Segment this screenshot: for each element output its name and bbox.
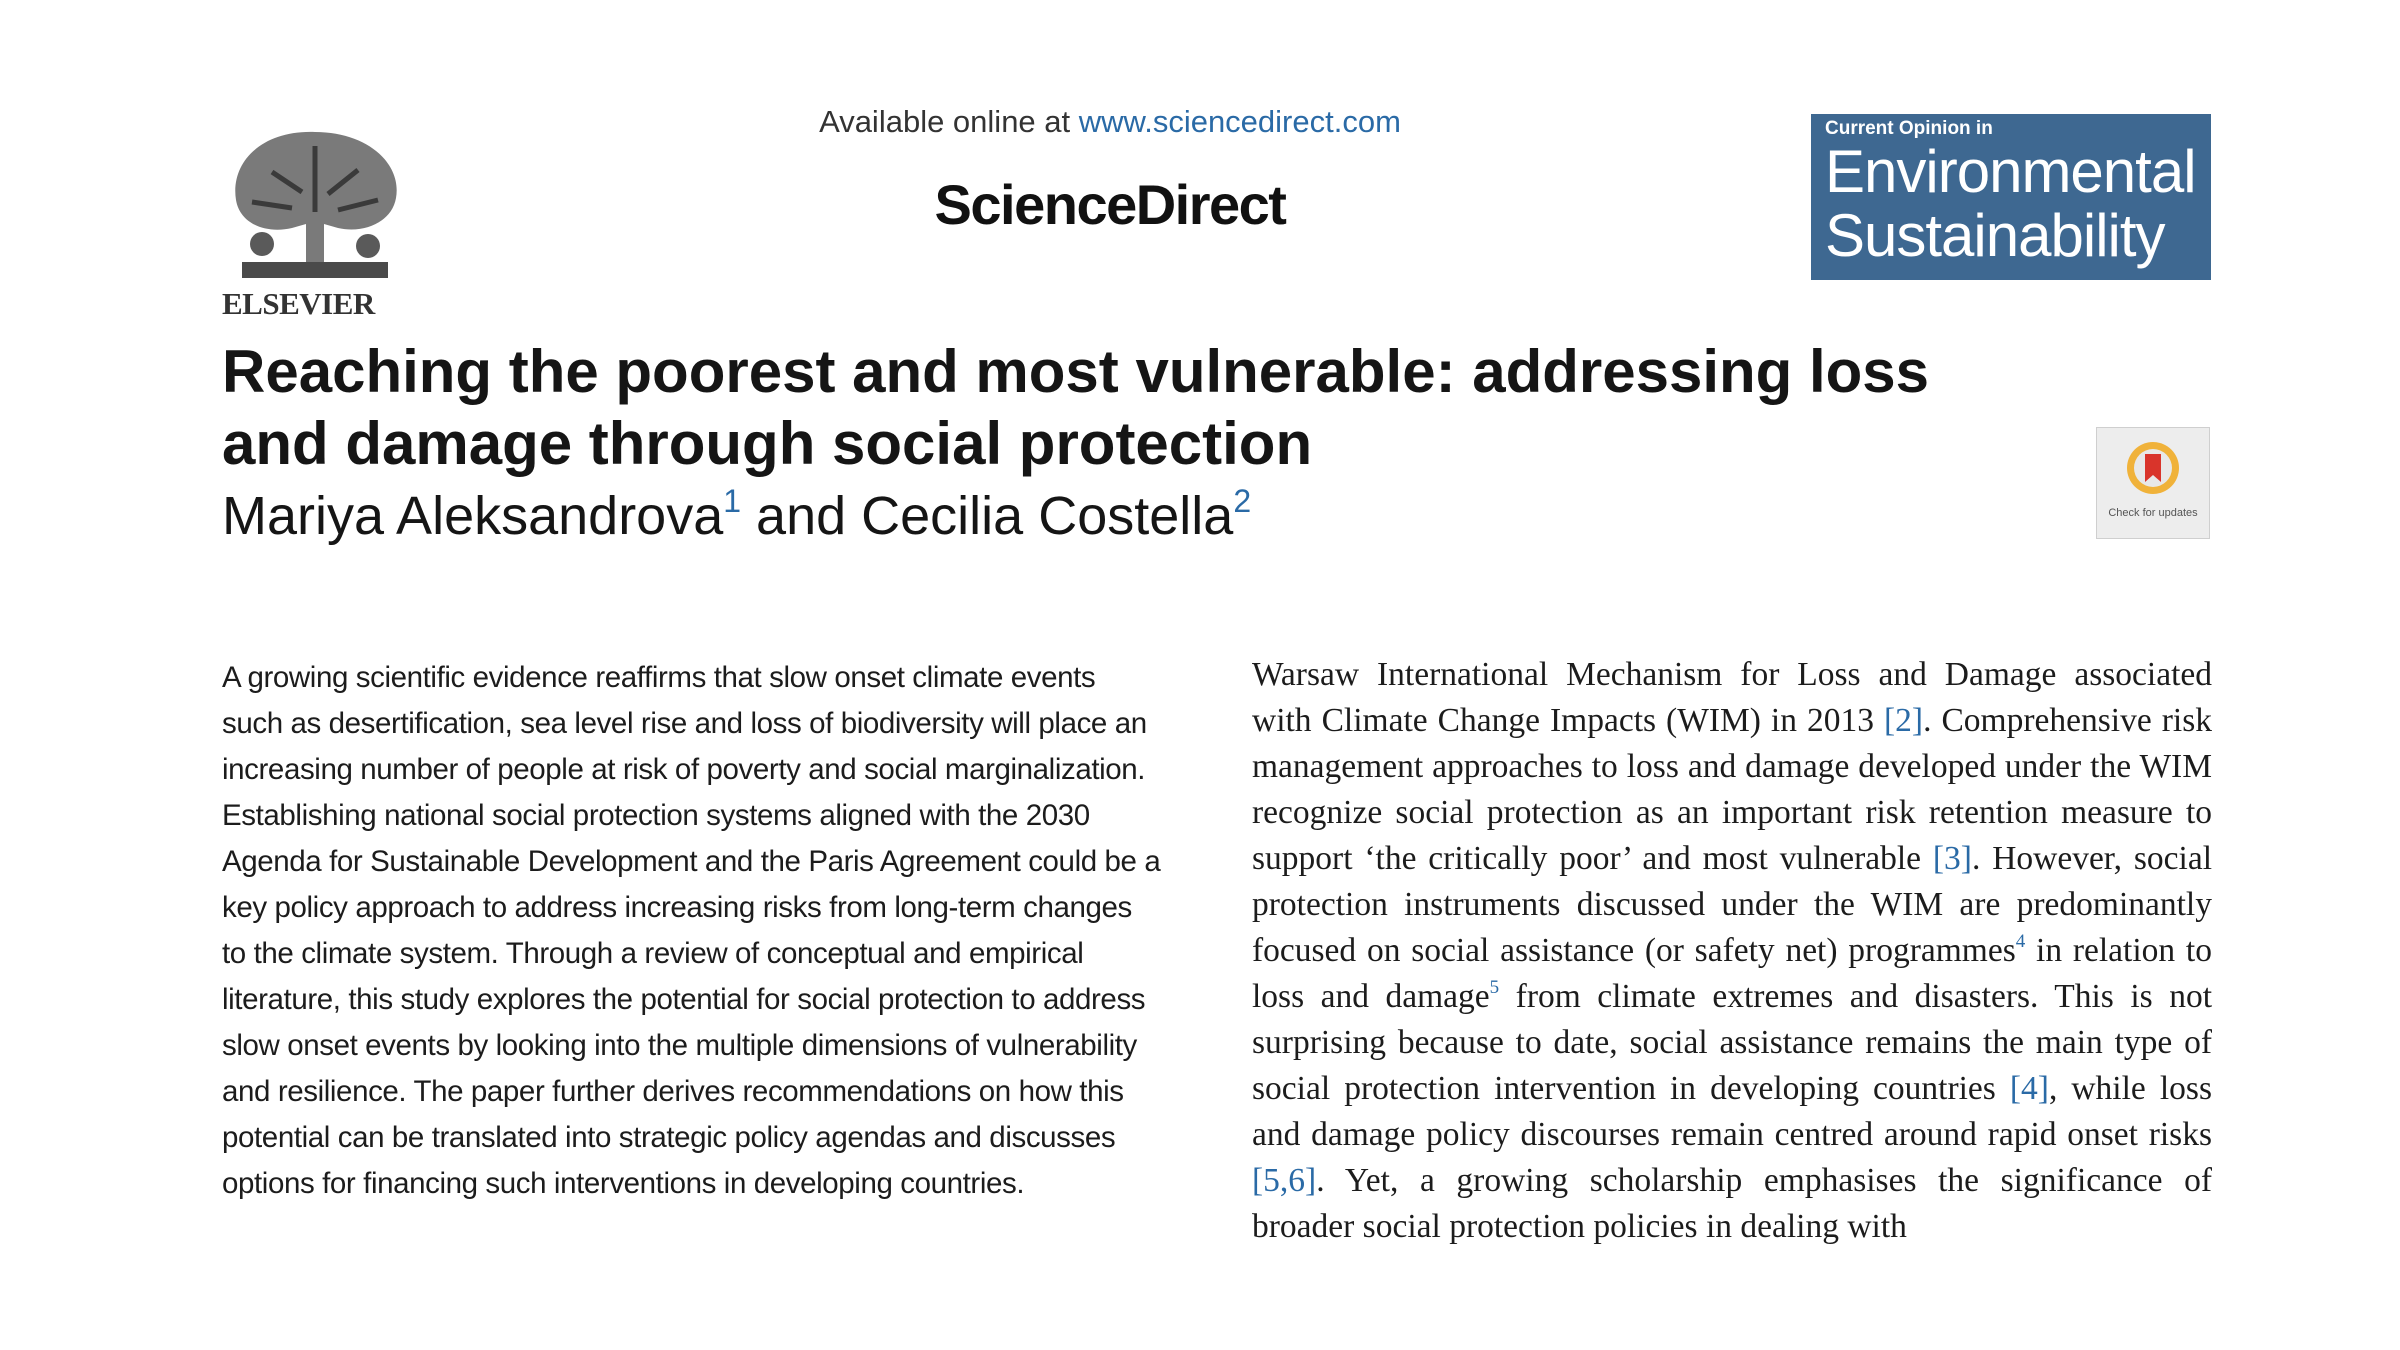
body-text-column xyxy=(1252,652,2212,1350)
tree-emblem-icon xyxy=(222,112,408,290)
abstract-text: A growing scientific evidence reaffirms that slow onset climate events such as desertification, sea level rise and loss of biodiversity will place an increasing number of people at risk of poverty and social marginalization. Establishing national social protection systems aligned with the 2030 Agenda for Sustainable Development and the Paris Agreement could be a key policy approach to address increasing risks from long-term changes to the climate system. Through a review of conceptual and empirical literature, this study explores the potential for social protection to address slow onset events by looking into the multiple dimensions of vulnerability and resilience. The paper further derives recommendations on how this potential can be translated into strategic policy agendas and discusses options for financing such interventions in developing countries. xyxy=(222,661,1161,1200)
citation-link[interactable]: [4] xyxy=(2009,1070,2049,1107)
available-prefix: Available online at xyxy=(819,104,1079,139)
footnote-marker[interactable]: 4 xyxy=(2015,931,2026,952)
journal-name-line2: Sustainability xyxy=(1825,202,2165,269)
article-title: Reaching the poorest and most vulnerable: addressing loss and damage through social protection xyxy=(222,338,1930,477)
author-1-affiliation[interactable]: 1 xyxy=(723,483,742,519)
body-text-run: in relation to loss and damage xyxy=(1252,932,2212,1015)
citation-link[interactable]: [2] xyxy=(1884,702,1924,739)
body-text-run: Warsaw International Mechanism for Loss and Damage associated with Climate Change Impacts (WIM) in 2013 xyxy=(1252,656,2212,739)
body-text-run: from climate extremes and disasters. This is not surprising because to date, social assistance remains the main type of social protection intervention in developing countries xyxy=(1252,978,2212,1107)
author-1: Mariya Aleksandrova xyxy=(222,486,724,546)
footnote-marker[interactable]: 5 xyxy=(1489,977,1500,998)
author-2-affiliation[interactable]: 2 xyxy=(1233,483,1252,519)
author-2: Cecilia Costella xyxy=(861,486,1234,546)
body-text-run: . Comprehensive risk management approaches to loss and damage developed under the WIM recognize social protection as an important risk retention measure to support ‘the critically poor’ and most vulnerable xyxy=(1252,702,2212,877)
author-line xyxy=(222,484,1722,548)
body-text-run: , while loss and damage policy discourses remain centred around rapid onset risks xyxy=(1252,1070,2212,1153)
journal-banner[interactable] xyxy=(1811,114,2211,280)
crossmark-icon xyxy=(2123,438,2183,498)
journal-kicker: Current Opinion in xyxy=(1825,118,1993,139)
check-for-updates-badge[interactable] xyxy=(2096,427,2210,539)
available-online-line xyxy=(770,104,1450,140)
publisher-name: ELSEVIER xyxy=(222,286,375,321)
platform-name: ScienceDirect xyxy=(934,173,1286,236)
publisher-logo xyxy=(222,112,408,321)
author-joiner: and xyxy=(741,486,862,546)
body-text-run: . Yet, a growing scholarship emphasises the significance of broader social protection policies in dealing with xyxy=(1252,1162,2212,1245)
sciencedirect-link[interactable]: www.sciencedirect.com xyxy=(1078,104,1401,139)
citation-link[interactable]: [5,6] xyxy=(1252,1162,1317,1199)
check-for-updates-label: Check for updates xyxy=(2108,507,2198,519)
journal-name-line1: Environmental xyxy=(1825,138,2196,205)
body-text-run: . However, social protection instruments discussed under the WIM are predominantly focused on social assistance (or safety net) programmes xyxy=(1252,840,2212,969)
citation-link[interactable]: [3] xyxy=(1932,840,1972,877)
